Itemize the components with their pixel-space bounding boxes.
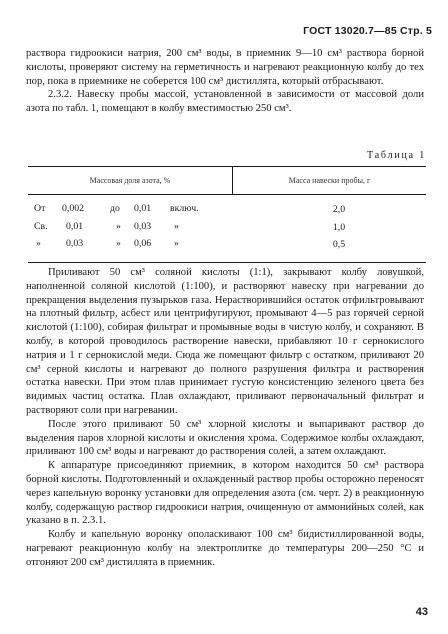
row-mid: до <box>110 203 120 214</box>
row-mid: » <box>116 220 121 232</box>
row-from: 0,01 <box>66 220 84 232</box>
paragraph-apparatus: К аппаратуре присоединяют приемник, в котором находится 50 см³ раствора борной кислоты. Подготовленный и охлажденный раствор пробы осторожно переносят через капельную воронку установки для определения азота (см. черт. 2) в реакционную колбу, содержащую раствор гидроокиси натрия, очищенную от аммонийных солей, как указано в п. 2.3.1. <box>26 460 424 527</box>
table-body <box>28 195 426 262</box>
body-text-block <box>26 266 424 570</box>
row-to: 0,06 <box>134 238 152 249</box>
page-number: 43 <box>415 606 428 618</box>
paragraph-continuation: раствора гидроокиси натрия, 200 см³ воды, в приемник 9—10 см³ раствора борной кислоты, проверяют систему на герметичность и нагревают реакционную колбу до тех пор, пока в приемнике не соберется 100 см³ дистиллята, который отбрасывают. <box>26 48 424 87</box>
paragraph-dissolution: Приливают 50 см³ соляной кислоты (1:1), закрывают колбу ловушкой, наполненной соляной кислотой (1:100), и растворяют навеску при нагревании до прекращения выделения пузырьков газа. Нерастворившийся остаток отфильтровывают на плотный фильтр, асбест или центрифугируют, промывают 4—5 раз горячей серной кислотой (1:100), собирая фильтрат и промывные воды в чистую колбу, и сохраняют. В колбу, в которой проводилось растворение навески, прибавляют 10 г сернокислого натрия и 1 г сернокислой меди. Сюда же помещают фильтр с остатком, приливают 20 см³ серной кислоты и нагревают до полного разрушения фильтра и растворения остатка навески. При этом плав принимает густую консистенцию зеленого цвета без видимых частиц остатка. Плав охлаждают, приливают первоначальный фильтрат и растворяют соли при нагревании. <box>26 267 424 416</box>
table-header-row <box>28 167 426 195</box>
paragraph-2-3-2: 2.3.2. Навеску пробы массой, установленной в зависимости от массовой доли азота по табл. 1, помещают в колбу вместимостью 250 см³. <box>26 89 424 115</box>
header-nitrogen-fraction: Массовая доля азота, % <box>28 167 233 194</box>
row-suffix: » <box>174 220 179 232</box>
row-to: 0,03 <box>134 220 152 232</box>
row-prefix: » <box>36 238 41 249</box>
table-caption: Таблица 1 <box>367 150 426 161</box>
top-text-block <box>26 47 424 116</box>
row-suffix: » <box>174 238 179 249</box>
table-row <box>28 219 426 237</box>
row-mass: 0,5 <box>332 239 346 251</box>
page-header: ГОСТ 13020.7—85 Стр. 5 <box>303 25 432 37</box>
paragraph-distillation: Колбу и капельную воронку ополаскивают 100 см³ бидистиллированной воды, нагревают реакционную колбу на электроплитке до температуры 200—250 °С и отгоняют 200 см³ дистиллята в приемник. <box>26 529 424 568</box>
table-1 <box>28 166 426 263</box>
row-to: 0,01 <box>134 203 152 214</box>
row-from: 0,002 <box>62 203 85 214</box>
row-suffix: включ. <box>170 203 199 214</box>
row-prefix: Св. <box>34 220 48 232</box>
row-from: 0,03 <box>66 238 84 249</box>
header-sample-mass: Масса навески пробы, г <box>288 176 371 185</box>
row-prefix: От <box>34 203 46 214</box>
table-row <box>28 236 426 254</box>
row-mass: 2,0 <box>332 204 346 216</box>
table-row <box>28 201 426 219</box>
row-mid: » <box>116 238 121 249</box>
row-mass: 1,0 <box>332 221 346 233</box>
paragraph-perchloric: После этого приливают 50 см³ хлорной кислоты и выпаривают раствор до выделения паров хлорной кислоты и окисления хрома. Содержимое колбы охлаждают, приливают 100 см³ воды и нагревают до растворения солей, а затем охлаждают. <box>26 418 424 458</box>
